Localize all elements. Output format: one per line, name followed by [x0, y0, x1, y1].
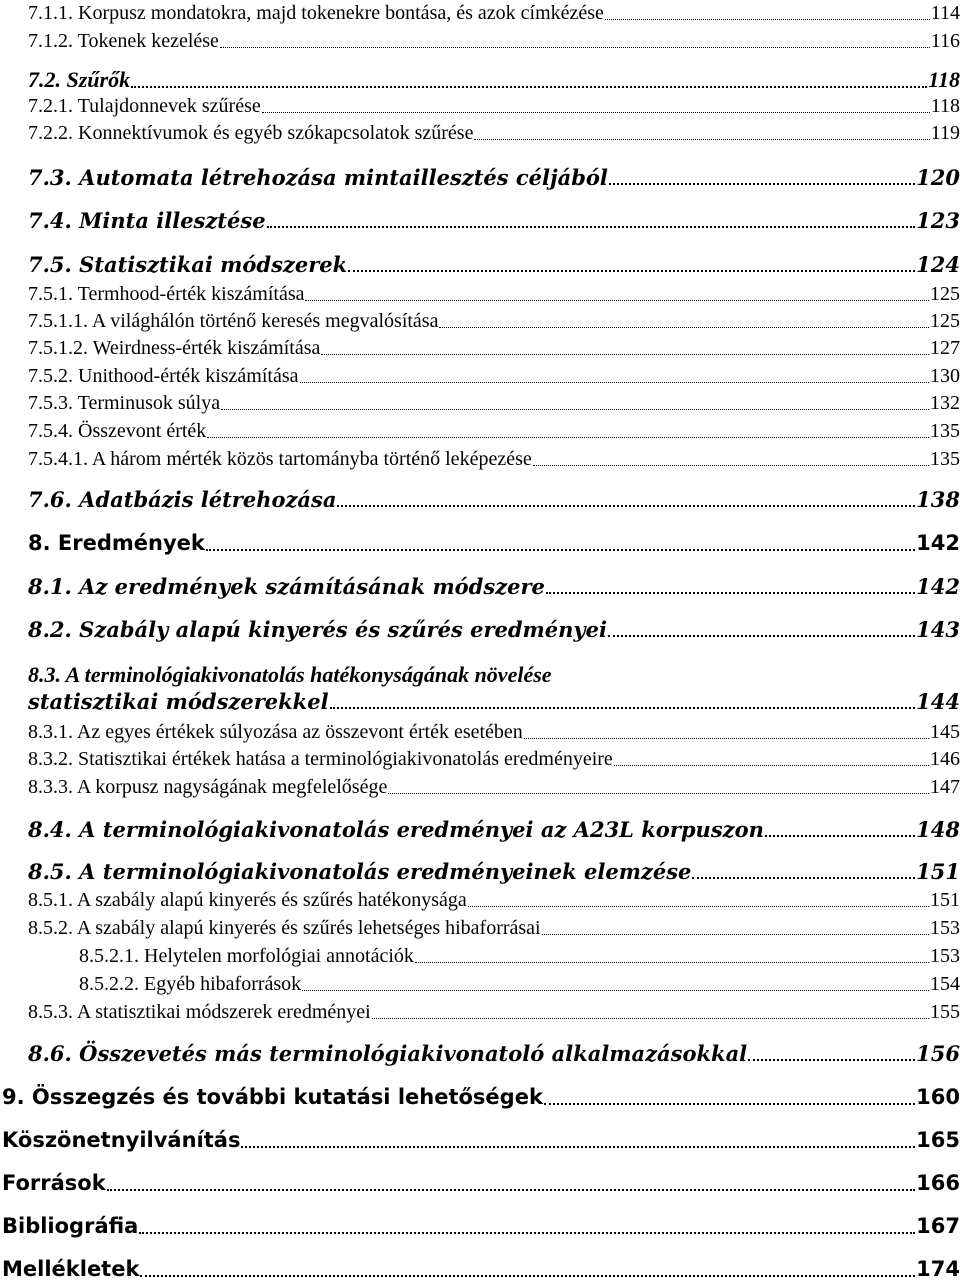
toc-page-number: 147	[930, 776, 960, 798]
dot-leader	[415, 962, 929, 963]
toc-page-number: 154	[930, 973, 960, 995]
toc-entry-text: 8.5. A terminológiakivonatolás eredményeinek elemzése	[28, 859, 692, 884]
toc-entry-7-5-1	[28, 284, 960, 304]
dot-leader	[206, 549, 915, 551]
toc-page-number: 123	[916, 208, 960, 233]
dot-leader	[302, 990, 929, 991]
toc-page-number: 153	[930, 945, 960, 967]
toc-page-number: 143	[916, 617, 960, 642]
toc-entry-9	[2, 1087, 960, 1108]
toc-entry-text: 7.2. Szűrők	[28, 67, 131, 92]
toc-entry-text: Források	[2, 1171, 106, 1195]
toc-entry-text: 7.4. Minta illesztése	[28, 208, 266, 233]
toc-entry-7-5-4-1	[28, 449, 960, 469]
dot-leader	[139, 1232, 915, 1234]
toc-entry-text: 7.5.1. Termhood-érték kiszámítása	[28, 283, 305, 305]
toc-entry-text: 7.1.1. Korpusz mondatokra, majd tokenekre bontása, és azok címkézése	[28, 2, 604, 24]
toc-entry-8-6	[28, 1043, 960, 1064]
toc-entry-8-5	[28, 861, 960, 882]
toc-entry-8-2	[28, 619, 960, 640]
toc-entry-text: 8.5.1. A szabály alapú kinyerés és szűrés hatékonysága	[28, 889, 467, 911]
toc-entry-text: 8.4. A terminológiakivonatolás eredményei az A23L korpuszon	[28, 817, 764, 842]
toc-entry-text: 8.2. Szabály alapú kinyerés és szűrés eredményei	[28, 617, 607, 642]
toc-entry-sources	[2, 1173, 960, 1194]
toc-page-number: 116	[930, 30, 960, 52]
dot-leader	[348, 270, 915, 272]
toc-entry-text: 8.3.1. Az egyes értékek súlyozása az összevont érték esetében	[28, 721, 523, 743]
toc-page-number: 156	[916, 1041, 960, 1066]
toc-entry-text: 8.5.2.1. Helytelen morfológiai annotációk	[79, 945, 414, 967]
dot-leader	[321, 354, 929, 355]
toc-entry-text: 7.5. Statisztikai módszerek	[28, 252, 348, 277]
toc-entry-appendices	[2, 1259, 960, 1280]
toc-entry-text: 7.3. Automata létrehozása mintaillesztés céljából	[28, 165, 608, 190]
dot-leader	[546, 592, 915, 594]
dot-leader	[330, 707, 916, 709]
dot-leader	[533, 465, 929, 466]
toc-entry-text: 8.3.3. A korpusz nagyságának megfelelősége	[28, 776, 388, 798]
toc-entry-8-5-3	[28, 1002, 960, 1022]
dot-leader	[267, 226, 916, 228]
dot-leader	[692, 877, 915, 879]
toc-page-number: 142	[916, 574, 960, 599]
toc-page-number: 160	[916, 1085, 960, 1109]
dot-leader	[220, 47, 930, 48]
toc-entry-8-5-2	[28, 918, 960, 938]
dot-leader	[207, 437, 929, 438]
dot-leader	[608, 635, 915, 637]
toc-entry-8-3-3	[28, 777, 960, 797]
dot-leader	[305, 300, 929, 301]
toc-page-number: 155	[930, 1001, 960, 1023]
dot-leader	[262, 112, 930, 113]
toc-entry-8-3-line1: 8.3. A terminológiakivonatolás hatékonyságának növelése	[28, 662, 552, 687]
toc-entry-7-1-1	[28, 3, 960, 23]
toc-page-number: 138	[916, 487, 960, 512]
dot-leader	[542, 934, 929, 935]
toc-entry-7-6	[28, 489, 960, 510]
toc-entry-text: Köszönetnyilvánítás	[2, 1128, 241, 1152]
toc-entry-text: 8. Eredmények	[28, 531, 205, 555]
dot-leader	[300, 382, 930, 383]
toc-page-number: 153	[930, 917, 960, 939]
toc-entry-7-5-3	[28, 393, 960, 413]
toc-page-number: 145	[930, 721, 960, 743]
toc-entry-7-5-2	[28, 366, 960, 386]
toc-page-number: 127	[930, 337, 960, 359]
dot-leader	[337, 505, 915, 507]
toc-page-number: 124	[916, 252, 960, 277]
toc-entry-text: 8.3.2. Statisztikai értékek hatása a terminológiakivonatolás eredményeire	[28, 748, 613, 770]
dot-leader	[614, 765, 929, 766]
toc-entry-8	[28, 533, 960, 554]
toc-entry-text: 8.5.2. A szabály alapú kinyerés és szűrés lehetséges hibaforrásai	[28, 917, 541, 939]
toc-page-number: 165	[916, 1128, 960, 1152]
toc-entry-7-2-1	[28, 96, 960, 116]
toc-entry-text: 7.5.3. Terminusok súlya	[28, 392, 221, 414]
toc-entry-7-5	[28, 254, 960, 275]
dot-leader	[765, 835, 915, 837]
toc-entry-text: 7.2.1. Tulajdonnevek szűrése	[28, 95, 261, 117]
toc-entry-text: 7.5.4.1. A három mérték közös tartományba történő leképezése	[28, 448, 532, 470]
toc-page-number: 151	[930, 889, 960, 911]
toc-entry-text: 9. Összegzés és további kutatási lehetőségek	[2, 1085, 543, 1109]
toc-entry-8-1	[28, 576, 960, 597]
toc-page-number: 119	[930, 122, 960, 144]
toc-page-number: 135	[930, 448, 960, 470]
toc-page-number: 118	[930, 95, 960, 117]
dot-leader	[131, 86, 927, 88]
toc-entry-acknowledgements	[2, 1130, 960, 1151]
toc-entry-7-2	[28, 69, 960, 91]
toc-page-number: 144	[916, 689, 960, 714]
toc-entry-text: 7.5.1.1. A világhálón történő keresés megvalósítása	[28, 310, 439, 332]
toc-entry-7-4	[28, 210, 960, 231]
toc-entry-8-3-2	[28, 749, 960, 769]
toc-page-number: 148	[916, 817, 960, 842]
toc-entry-7-1-2	[28, 31, 960, 51]
toc-entry-8-3-1	[28, 722, 960, 742]
dot-leader	[241, 1146, 915, 1148]
toc-entry-text: 8.1. Az eredmények számításának módszere	[28, 574, 545, 599]
toc-page-number: 151	[916, 859, 960, 884]
toc-page-number: 114	[930, 2, 960, 24]
dot-leader	[748, 1059, 915, 1061]
toc-page-number: 130	[930, 365, 960, 387]
toc-entry-7-5-4	[28, 421, 960, 441]
dot-leader	[221, 409, 929, 410]
dot-leader	[544, 1103, 915, 1105]
toc-entry-text: 8.6. Összevetés más terminológiakivonatoló alkalmazásokkal	[28, 1041, 748, 1066]
toc-entry-text: 7.5.2. Unithood-érték kiszámítása	[28, 365, 299, 387]
toc-entry-text: 7.2.2. Konnektívumok és egyéb szókapcsolatok szűrése	[28, 122, 474, 144]
dot-leader	[439, 327, 929, 328]
toc-page-number: 167	[916, 1214, 960, 1238]
toc-entry-8-5-2-1	[79, 946, 960, 966]
toc-page-number: 146	[930, 748, 960, 770]
toc-page-number: 125	[930, 283, 960, 305]
toc-entry-text: statisztikai módszerekkel	[28, 689, 329, 714]
dot-leader	[107, 1189, 915, 1191]
dot-leader	[372, 1018, 929, 1019]
toc-page-number: 118	[928, 67, 960, 92]
toc-entry-text: Bibliográfia	[2, 1214, 139, 1238]
toc-entry-7-2-2	[28, 123, 960, 143]
toc-entry-8-4	[28, 819, 960, 840]
toc-entry-text: 7.6. Adatbázis létrehozása	[28, 487, 337, 512]
toc-entry-8-5-1	[28, 890, 960, 910]
dot-leader	[468, 906, 929, 907]
toc-page-number: 166	[916, 1171, 960, 1195]
toc-entry-text: 7.5.4. Összevont érték	[28, 420, 207, 442]
toc-entry-text: 7.5.1.2. Weirdness-érték kiszámítása	[28, 337, 321, 359]
toc-entry-text: Mellékletek	[2, 1257, 140, 1281]
toc-entry-text: 7.1.2. Tokenek kezelése	[28, 30, 219, 52]
dot-leader	[605, 19, 930, 20]
toc-page-number: 120	[916, 165, 960, 190]
toc-entry-8-5-2-2	[79, 974, 960, 994]
toc-page-number: 135	[930, 420, 960, 442]
dot-leader	[524, 738, 929, 739]
dot-leader	[609, 183, 915, 185]
dot-leader	[388, 793, 929, 794]
dot-leader	[474, 139, 929, 140]
toc-entry-7-5-1-1	[28, 311, 960, 331]
toc-page-number: 174	[916, 1257, 960, 1281]
dot-leader	[140, 1275, 915, 1277]
toc-entry-bibliography	[2, 1216, 960, 1237]
toc-entry-text: 8.5.2.2. Egyéb hibaforrások	[79, 973, 302, 995]
toc-page-number: 125	[930, 310, 960, 332]
toc-entry-7-3	[28, 167, 960, 188]
toc-entry-8-3	[28, 691, 960, 712]
toc-page-number: 142	[916, 531, 960, 555]
toc-entry-7-5-1-2	[28, 338, 960, 358]
toc-page-number: 132	[930, 392, 960, 414]
toc-entry-text: 8.5.3. A statisztikai módszerek eredményei	[28, 1001, 371, 1023]
